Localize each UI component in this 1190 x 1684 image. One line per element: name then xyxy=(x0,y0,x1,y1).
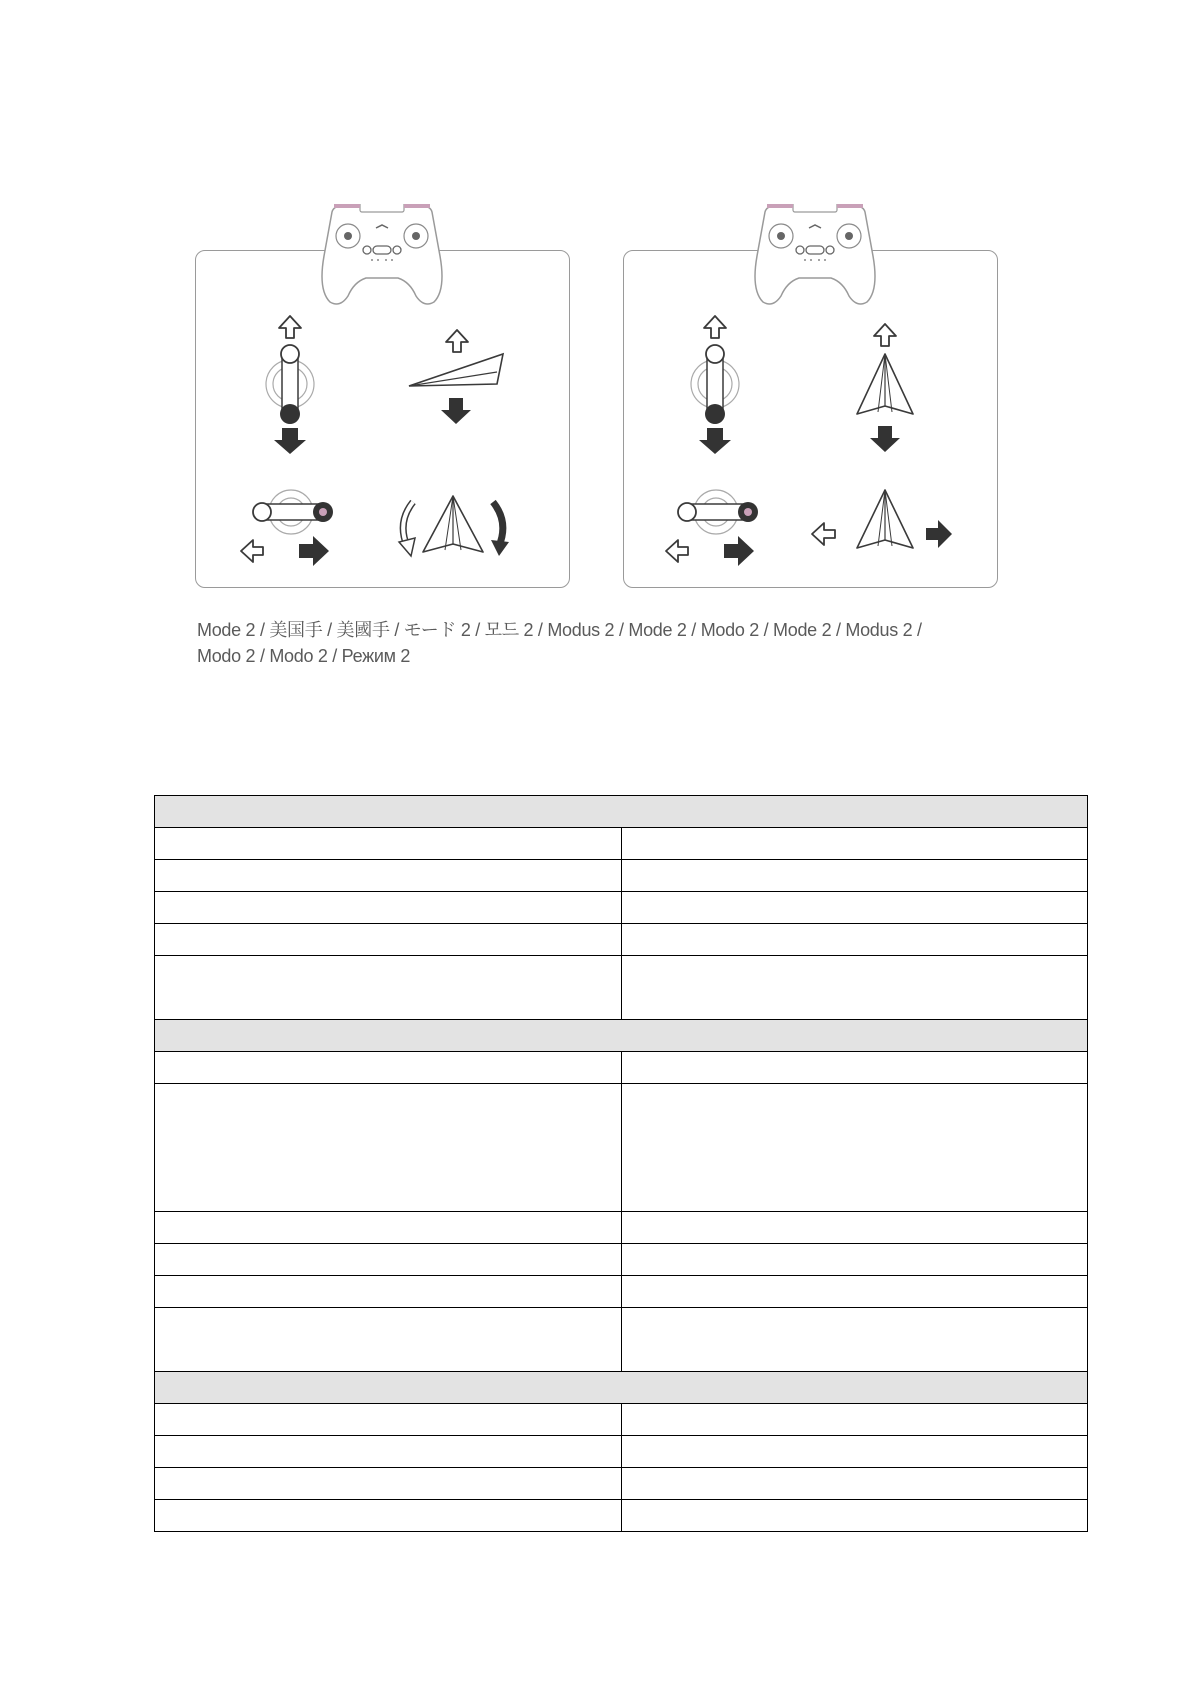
table-row xyxy=(155,828,1088,860)
section-header-cell xyxy=(155,1020,1088,1052)
table-row xyxy=(155,1084,1088,1212)
spec-value-cell xyxy=(621,1244,1088,1276)
table-row xyxy=(155,1404,1088,1436)
spec-label-cell xyxy=(155,1052,622,1084)
spec-label-cell xyxy=(155,1212,622,1244)
table-row xyxy=(155,924,1088,956)
right-stick-vertical-icon xyxy=(691,316,739,454)
spec-label-cell xyxy=(155,892,622,924)
pitch-plane-icon xyxy=(857,324,913,452)
spec-value-cell xyxy=(621,924,1088,956)
spec-value-cell xyxy=(621,956,1088,1020)
left-stick-vertical-icon xyxy=(266,316,314,454)
spec-label-cell xyxy=(155,1436,622,1468)
yaw-rotation-plane-icon xyxy=(399,496,509,556)
table-row xyxy=(155,860,1088,892)
spec-label-cell xyxy=(155,1084,622,1212)
table-row xyxy=(155,1276,1088,1308)
spec-label-cell xyxy=(155,828,622,860)
table-section-header xyxy=(155,1372,1088,1404)
spec-label-cell xyxy=(155,1308,622,1372)
spec-label-cell xyxy=(155,924,622,956)
spec-value-cell xyxy=(621,1404,1088,1436)
spec-label-cell xyxy=(155,1244,622,1276)
spec-label-cell xyxy=(155,1276,622,1308)
table-row xyxy=(155,1244,1088,1276)
table-row xyxy=(155,1212,1088,1244)
spec-label-cell xyxy=(155,860,622,892)
section-header-cell xyxy=(155,796,1088,828)
spec-value-cell xyxy=(621,1276,1088,1308)
right-panel-illustrations xyxy=(623,250,998,588)
table-section-header xyxy=(155,796,1088,828)
table-section-header xyxy=(155,1020,1088,1052)
spec-value-cell xyxy=(621,892,1088,924)
spec-value-cell xyxy=(621,828,1088,860)
spec-label-cell xyxy=(155,1404,622,1436)
spec-value-cell xyxy=(621,1436,1088,1468)
table-row xyxy=(155,892,1088,924)
roll-plane-icon xyxy=(812,490,952,548)
left-panel-illustrations xyxy=(195,250,570,588)
spec-label-cell xyxy=(155,1500,622,1532)
table-row xyxy=(155,1468,1088,1500)
altitude-wedge-icon xyxy=(409,330,503,424)
table-row xyxy=(155,1436,1088,1468)
spec-value-cell xyxy=(621,1500,1088,1532)
figure-caption xyxy=(197,617,977,669)
spec-value-cell xyxy=(621,1212,1088,1244)
spec-label-cell xyxy=(155,956,622,1020)
caption-line-1: Mode 2 / 美国手 / 美國手 / モード 2 / 모드 2 / Modus 2 / Mode 2 / Modo 2 / Mode 2 / Modus 2 / xyxy=(197,620,922,640)
spec-table xyxy=(154,795,1088,1532)
table-row xyxy=(155,1500,1088,1532)
table-row xyxy=(155,1308,1088,1372)
spec-label-cell xyxy=(155,1468,622,1500)
left-stick-horizontal-icon xyxy=(241,490,333,566)
spec-value-cell xyxy=(621,860,1088,892)
caption-line-2: Modo 2 / Modo 2 / Режим 2 xyxy=(197,646,411,666)
right-stick-horizontal-icon xyxy=(666,490,758,566)
spec-value-cell xyxy=(621,1052,1088,1084)
section-header-cell xyxy=(155,1372,1088,1404)
spec-value-cell xyxy=(621,1084,1088,1212)
table-row xyxy=(155,1052,1088,1084)
spec-value-cell xyxy=(621,1308,1088,1372)
table-row xyxy=(155,956,1088,1020)
spec-value-cell xyxy=(621,1468,1088,1500)
